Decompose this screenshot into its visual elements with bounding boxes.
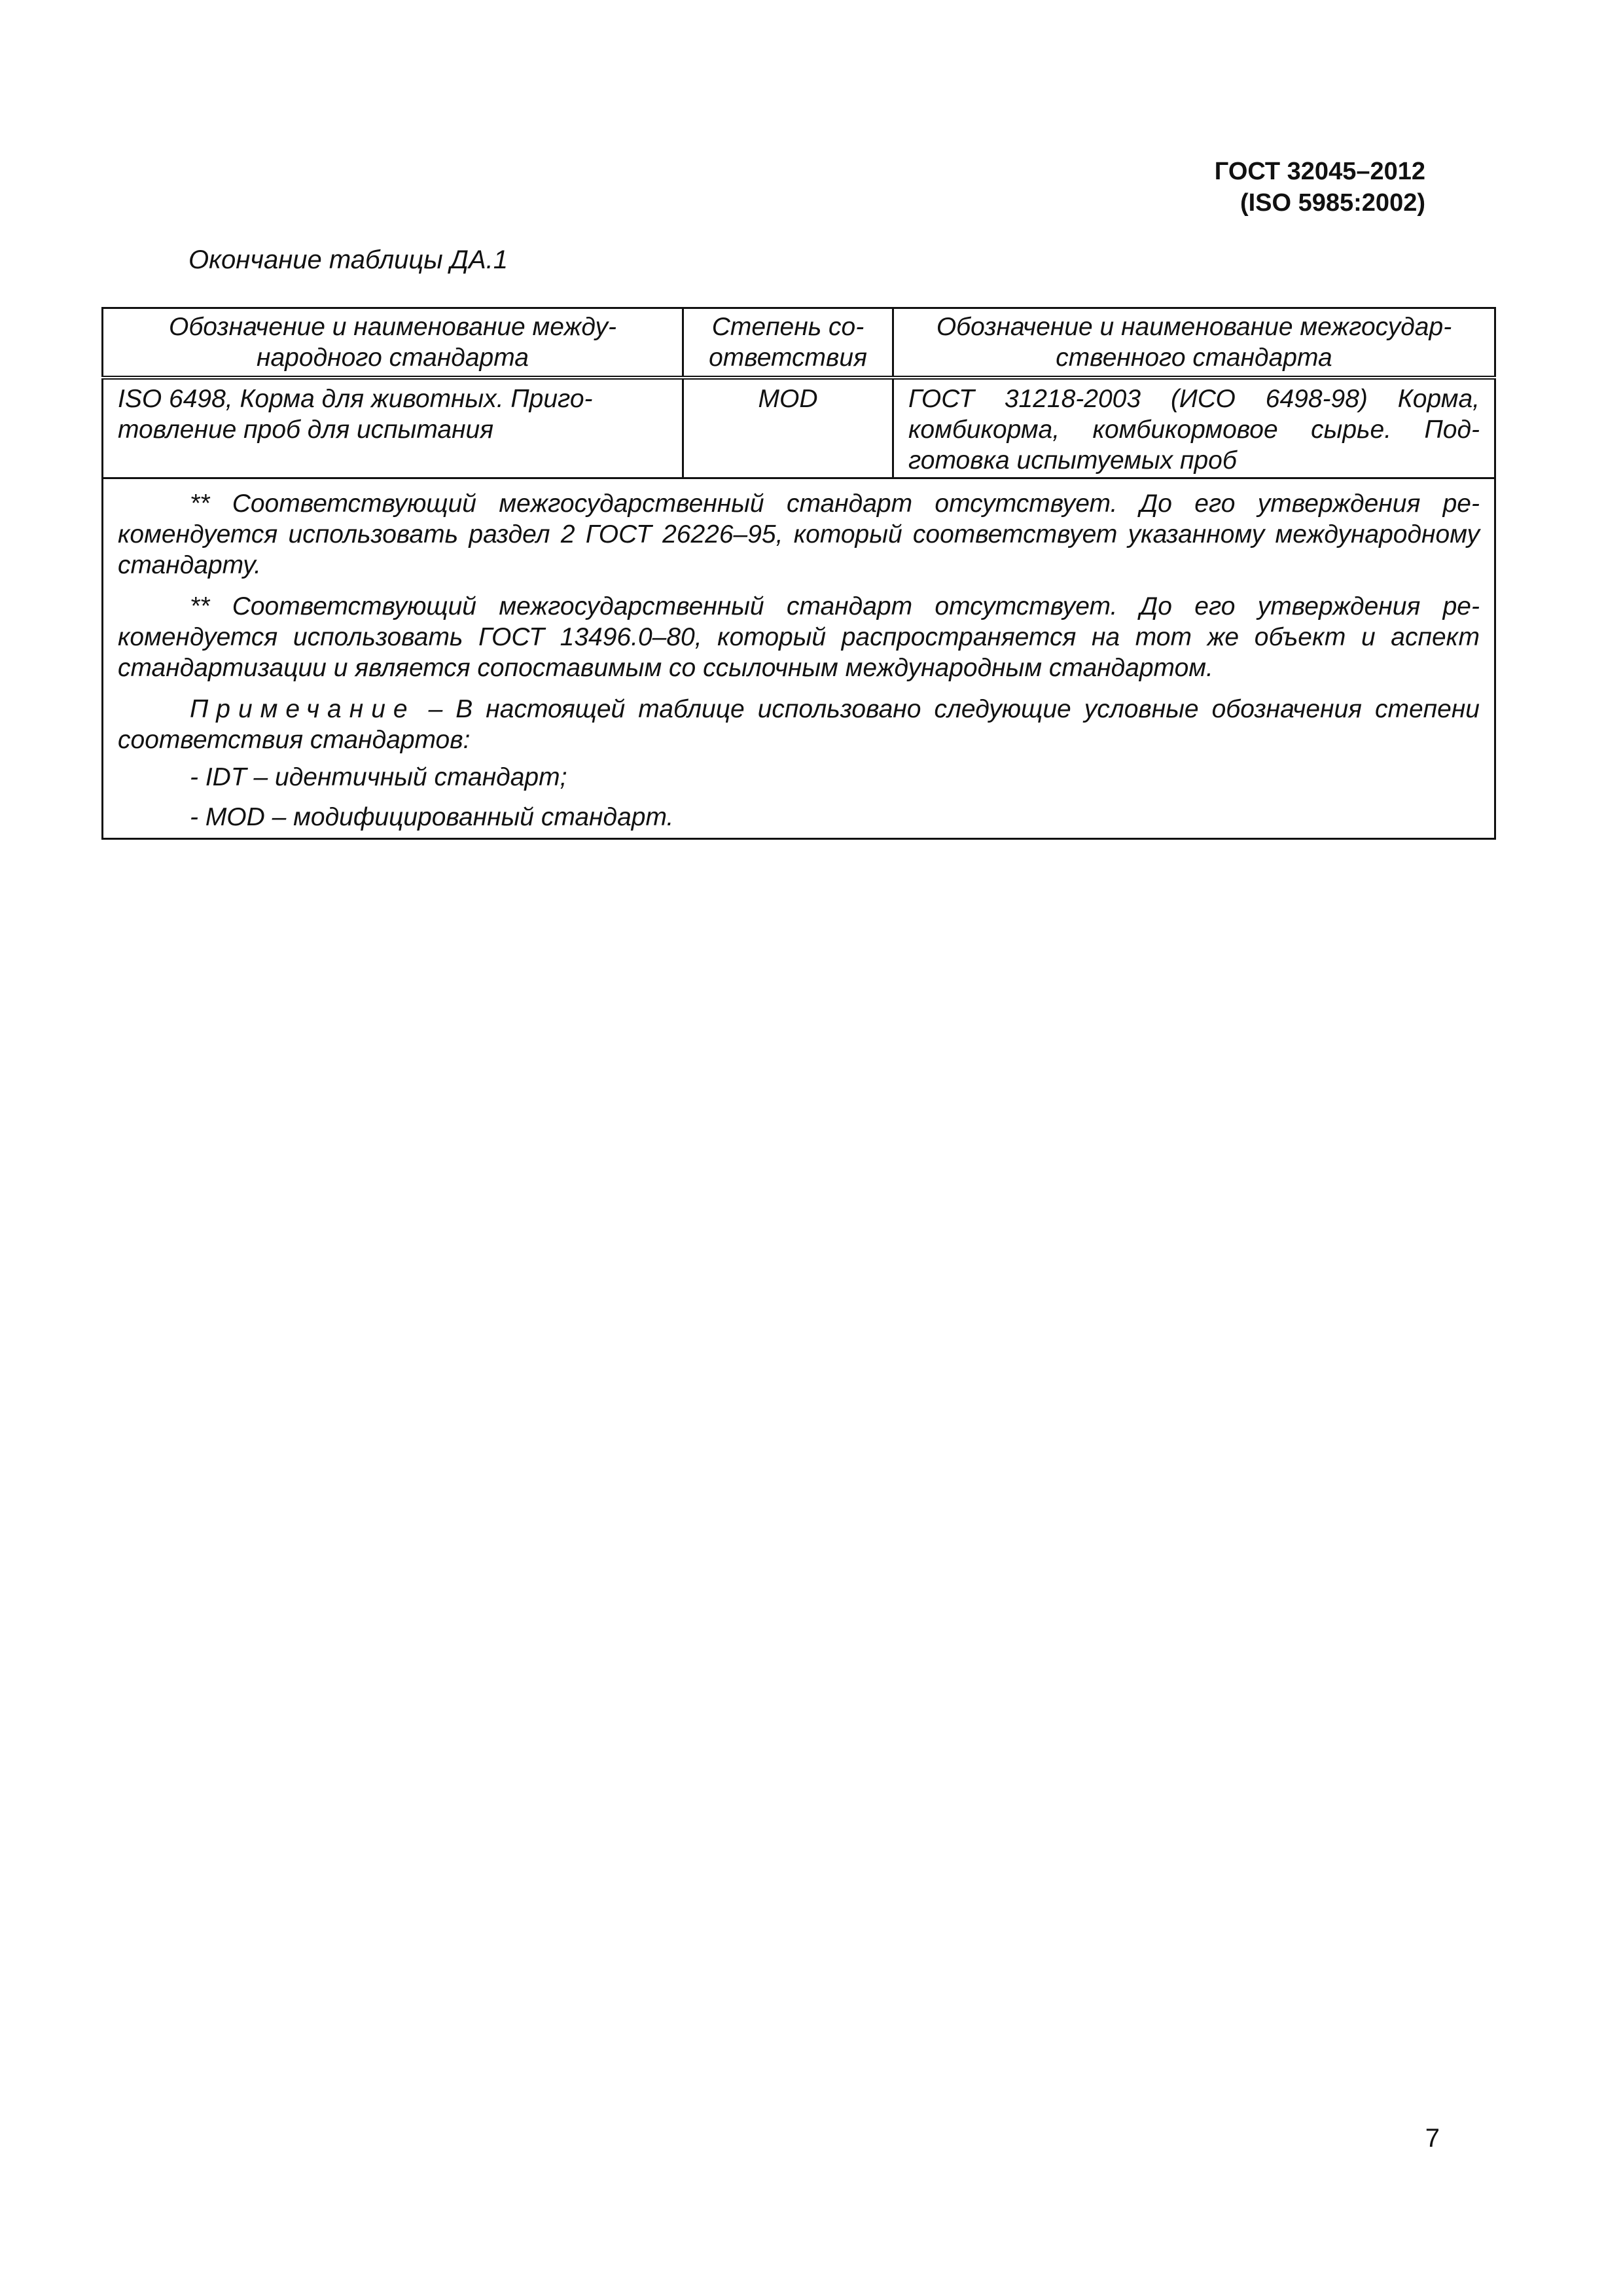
footnote-1: ** Соответствующий межгосударственный стандарт отсутствует. До его утверждения рекомендуется использовать раздел 2 ГОСТ 26226–95, который соответствует указанному международному стандарту.: [118, 489, 1480, 579]
legend-idt: - IDT – идентичный стандарт;: [190, 762, 567, 791]
table-caption: Окончание таблицы ДА.1: [188, 245, 508, 274]
table-notes: [103, 478, 1495, 838]
footnote-2: ** Соответствующий межгосударственный стандарт отсутствует. До его утверждения рекомендуется использовать ГОСТ 13496.0–80, который распространяется на тот же объект и аспект стандартизации и является сопоставимым со ссылочным международным стандартом.: [118, 592, 1480, 682]
table-row: [103, 378, 1495, 478]
column-header-international: Обозначение и наименование международного стандарта: [103, 308, 683, 378]
doc-number: ГОСТ 32045–2012: [1214, 158, 1425, 185]
remark: [118, 694, 1480, 755]
cell-interstate: ГОСТ 31218-2003 (ИСО 6498-98) Корма, комбикорма, комбикормовое сырье. Подготовка испытуемых проб: [893, 378, 1495, 478]
table-header-row: [103, 308, 1495, 378]
cell-degree: MOD: [683, 378, 893, 478]
column-header-degree: Степень соответствия: [683, 308, 893, 378]
page-number: 7: [1425, 2124, 1440, 2153]
document-header: [1215, 156, 1425, 219]
column-header-interstate: Обозначение и наименование межгосударственного стандарта: [893, 308, 1495, 378]
legend-mod: - MOD – модифицированный стандарт.: [190, 802, 674, 831]
iso-reference: (ISO 5985:2002): [1240, 189, 1425, 217]
remark-text: – В настоящей таблице использовано следующие условные обозначения степени соответствия стандартов:: [118, 694, 1480, 754]
cell-international: ISO 6498, Корма для животных. Приготовление проб для испытания: [103, 378, 683, 478]
standards-table: [101, 307, 1496, 840]
remark-label: Примечание: [190, 694, 416, 723]
table-notes-row: [103, 478, 1495, 838]
